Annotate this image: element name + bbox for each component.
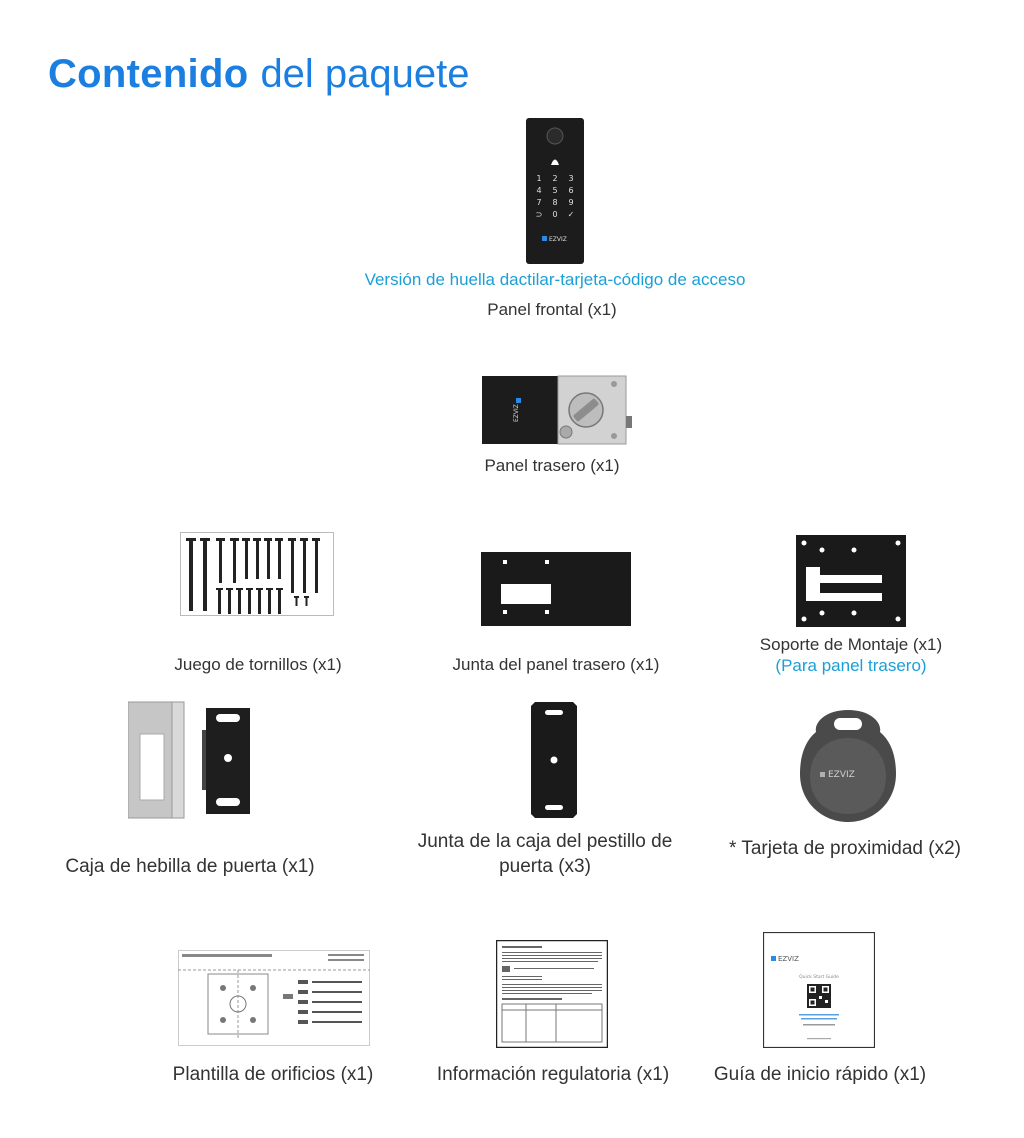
title-regular: del paquete bbox=[260, 52, 470, 96]
quick-guide-image bbox=[763, 932, 875, 1048]
front-key-back: ⊃ bbox=[535, 210, 543, 219]
front-key-5: 5 bbox=[552, 186, 558, 195]
quick-guide-label: Guía de inicio rápido (x1) bbox=[713, 1064, 927, 1085]
title-bold: Contenido bbox=[48, 52, 249, 96]
front-key-7: 7 bbox=[536, 198, 542, 207]
rear-logo-text: EZVIZ bbox=[513, 404, 520, 422]
regulatory-info-label: Información regulatoria (x1) bbox=[436, 1064, 670, 1085]
page-title bbox=[48, 48, 470, 100]
drill-template-label: Plantilla de orificios (x1) bbox=[172, 1064, 374, 1085]
front-key-6: 6 bbox=[568, 186, 574, 195]
proximity-card-image bbox=[800, 708, 896, 824]
screw-set-image bbox=[180, 532, 334, 616]
regulatory-info-image bbox=[496, 940, 608, 1048]
strike-gasket-image bbox=[531, 702, 577, 818]
front-key-confirm: ✓ bbox=[567, 210, 575, 219]
strike-box-image bbox=[128, 700, 253, 820]
screw-set-label: Juego de tornillos (x1) bbox=[174, 655, 342, 674]
card-logo-text: EZVIZ bbox=[828, 770, 855, 780]
front-key-0: 0 bbox=[552, 210, 558, 219]
guide-title-text: Quick Start Guide bbox=[799, 975, 839, 980]
rear-panel-image bbox=[482, 374, 632, 446]
rear-gasket-label: Junta del panel trasero (x1) bbox=[452, 655, 660, 674]
mount-bracket-image bbox=[796, 535, 906, 627]
strike-gasket-label-line2: puerta (x3) bbox=[499, 856, 591, 877]
front-key-4: 4 bbox=[536, 186, 542, 195]
strike-box-label: Caja de hebilla de puerta (x1) bbox=[65, 856, 315, 877]
front-key-3: 3 bbox=[568, 174, 574, 183]
front-panel-version: Versión de huella dactilar-tarjeta-código de acceso bbox=[364, 270, 746, 289]
drill-template-image bbox=[178, 950, 370, 1046]
mount-bracket-note: (Para panel trasero) bbox=[775, 656, 927, 675]
front-panel-label: Panel frontal (x1) bbox=[487, 300, 617, 319]
front-logo-text: EZVIZ bbox=[549, 236, 567, 243]
front-key-1: 1 bbox=[536, 174, 542, 183]
proximity-card-label: * Tarjeta de proximidad (x2) bbox=[729, 838, 961, 859]
front-key-2: 2 bbox=[552, 174, 558, 183]
mount-bracket-label: Soporte de Montaje (x1) bbox=[759, 635, 943, 654]
front-key-9: 9 bbox=[568, 198, 574, 207]
front-key-8: 8 bbox=[552, 198, 558, 207]
rear-panel-label: Panel trasero (x1) bbox=[484, 456, 620, 475]
front-panel-image bbox=[526, 118, 584, 264]
guide-logo-text: EZVIZ bbox=[778, 955, 799, 963]
strike-gasket-label-line1: Junta de la caja del pestillo de bbox=[417, 831, 673, 852]
rear-gasket-image bbox=[481, 552, 631, 626]
